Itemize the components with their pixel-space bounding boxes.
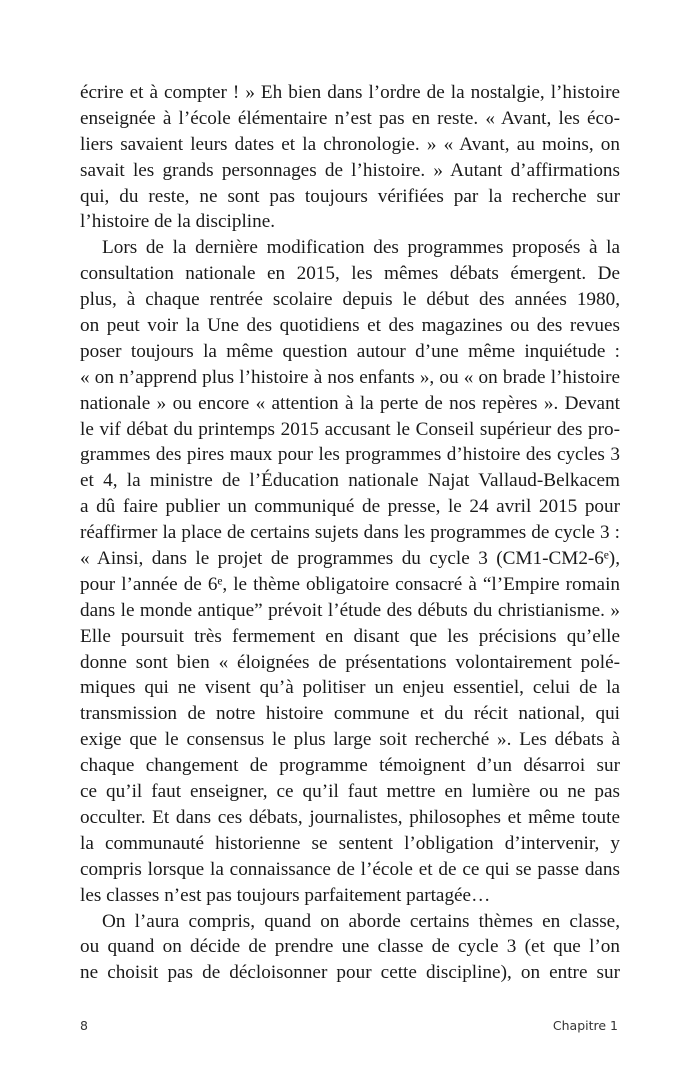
text-line: la communauté historienne se sentent l’obligation d’intervenir, y	[80, 832, 620, 854]
text-line: liers savaient leurs dates et la chronologie. » « Avant, au moins, on	[80, 133, 620, 155]
text-line: ne choisit pas de décloisonner pour cette discipline), on entre sur	[80, 962, 620, 984]
text-line: les classes n’est pas toujours parfaitement partagée…	[80, 884, 491, 906]
text-line: « Ainsi, dans le projet de programmes du cycle 3 (CM1-CM2-6ᵉ),	[80, 548, 620, 570]
text-line: ou quand on décide de prendre une classe de cycle 3 (et que l’on	[80, 936, 620, 958]
text-line: Lors de la dernière modification des programmes proposés à la	[102, 237, 620, 259]
chapter-label: Chapitre 1	[552, 1018, 618, 1033]
text-line: Elle poursuit très fermement en disant que les précisions qu’elle	[80, 625, 620, 647]
text-line: savait les grands personnages de l’histoire. » Autant d’affirmations	[80, 159, 620, 181]
text-line: transmission de notre histoire commune et du récit national, qui	[80, 703, 620, 725]
text-line: l’histoire de la discipline.	[80, 211, 276, 233]
paragraph	[80, 80, 620, 235]
page-number: 8	[80, 1018, 88, 1033]
text-line: plus, à chaque rentrée scolaire depuis le début des années 1980,	[80, 289, 620, 311]
paragraph	[80, 909, 620, 987]
text-line: nationale » ou encore « attention à la perte de nos repères ». Devant	[80, 392, 620, 414]
paragraph	[80, 235, 620, 908]
text-line: dans le monde antique” prévoit l’étude des débuts du christianisme. »	[80, 599, 620, 621]
text-line: ce qu’il faut enseigner, ce qu’il faut mettre en lumière ou ne pas	[80, 781, 620, 803]
text-line: exige que le consensus le plus large soit recherché ». Les débats à	[80, 729, 620, 751]
text-line: On l’aura compris, quand on aborde certains thèmes en classe,	[102, 910, 620, 932]
text-line: « on n’apprend plus l’histoire à nos enfants », ou « on brade l’histoire	[80, 366, 620, 388]
text-line: poser toujours la même question autour d’une même inquiétude :	[80, 340, 620, 362]
text-line: réaffirmer la place de certains sujets dans les programmes de cycle 3 :	[80, 522, 620, 544]
text-line: miques qui ne visent qu’à politiser un enjeu essentiel, celui de la	[80, 677, 620, 699]
text-line: grammes des pires maux pour les programmes d’histoire des cycles 3	[80, 444, 620, 466]
text-line: chaque changement de programme témoignent d’un désarroi sur	[80, 755, 620, 777]
text-line: et 4, la ministre de l’Éducation nationale Najat Vallaud-Belkacem	[80, 470, 620, 492]
text-line: enseignée à l’école élémentaire n’est pas en reste. « Avant, les éco-	[80, 107, 620, 129]
text-line: qui, du reste, ne sont pas toujours vérifiées par la recherche sur	[80, 185, 620, 207]
text-line: le vif débat du printemps 2015 accusant le Conseil supérieur des pro-	[80, 418, 620, 440]
text-line: compris lorsque la connaissance de l’école et de ce qui se passe dans	[80, 858, 620, 880]
text-line: occulter. Et dans ces débats, journalistes, philosophes et même toute	[80, 806, 620, 828]
text-line: écrire et à compter ! » Eh bien dans l’ordre de la nostalgie, l’histoire	[80, 82, 620, 103]
text-line: a dû faire publier un communiqué de presse, le 24 avril 2015 pour	[80, 496, 620, 518]
body-text	[80, 80, 620, 986]
text-line: on peut voir la Une des quotidiens et des magazines ou des revues	[80, 315, 620, 337]
text-line: consultation nationale en 2015, les mêmes débats émergent. De	[80, 263, 620, 285]
text-line: pour l’année de 6ᵉ, le thème obligatoire consacré à “l’Empire romain	[80, 573, 620, 595]
text-line: donne sont bien « éloignées de présentations volontairement polé-	[80, 651, 620, 673]
